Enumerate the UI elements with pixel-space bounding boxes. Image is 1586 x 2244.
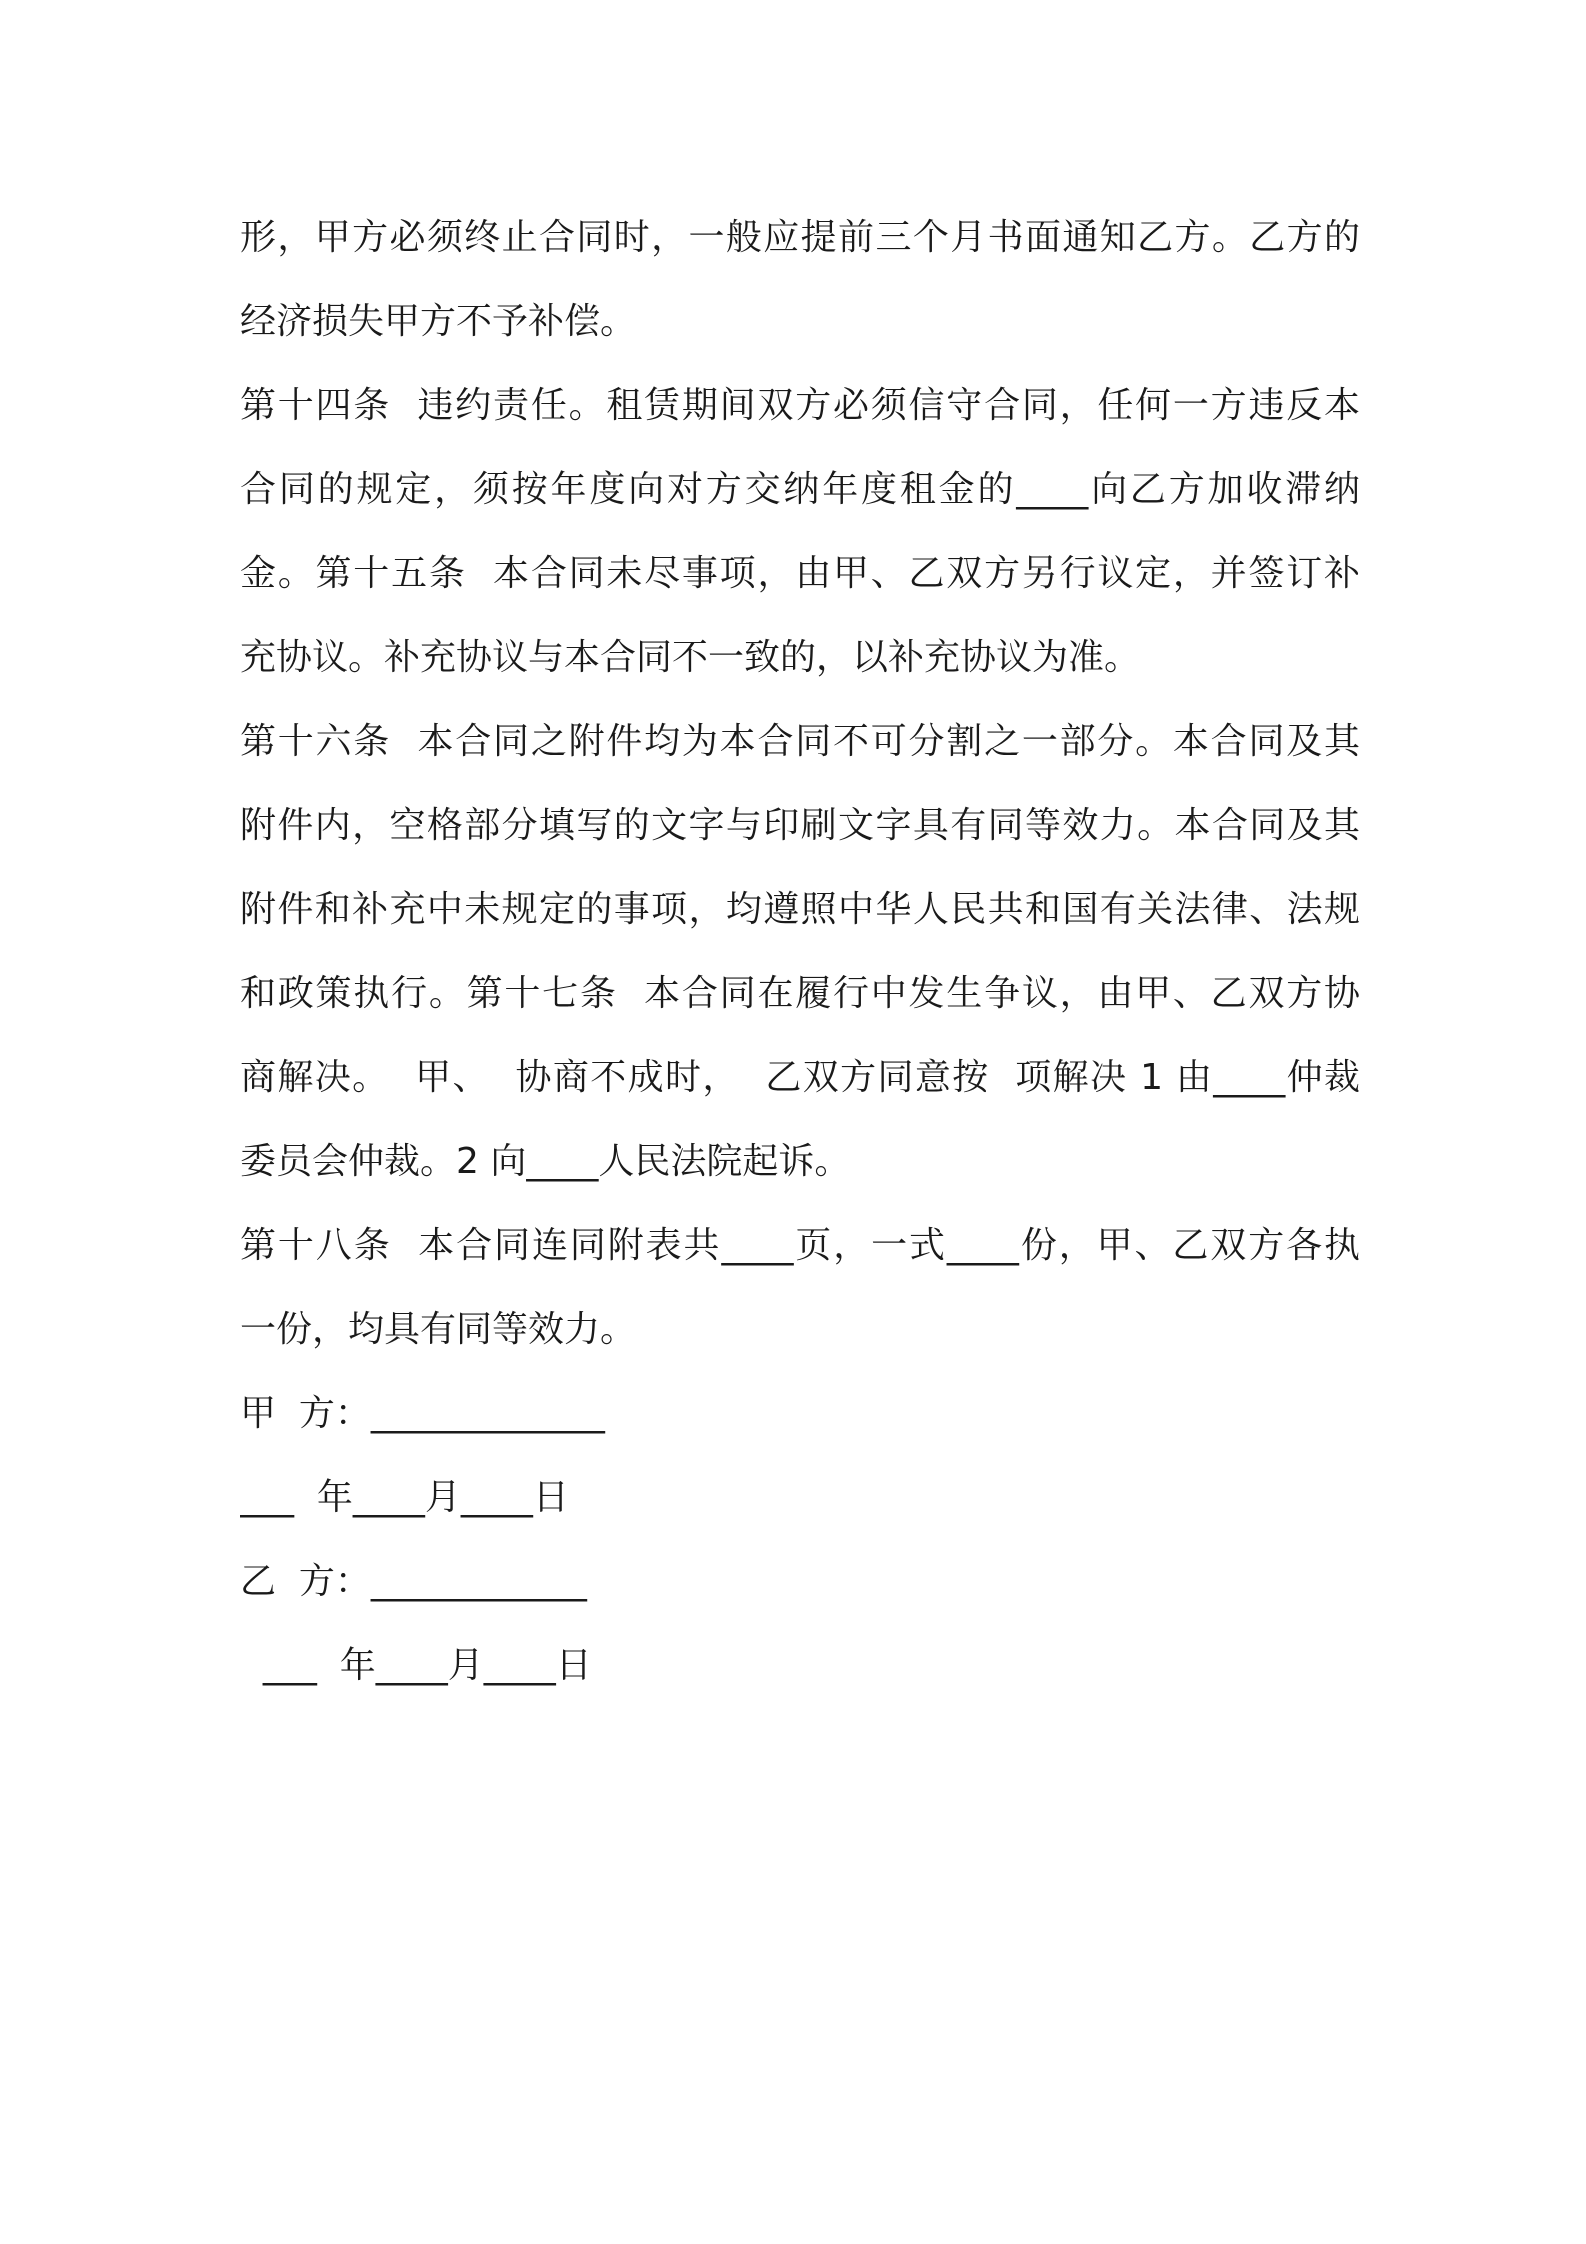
contract-text — [240, 196, 1360, 1708]
article-15-line: 金。第十五条 本合同未尽事项，由甲、乙双方另行议定，并签订补 — [240, 553, 1360, 594]
paragraph-line: 合同的规定，须按年度向对方交纳年度租金的____向乙方加收滞纳 — [240, 469, 1360, 510]
paragraph-line: 充协议。补充协议与本合同不一致的，以补充协议为准。 — [240, 637, 1141, 678]
article-17-line: 和政策执行。第十七条 本合同在履行中发生争议，由甲、乙双方协 — [240, 973, 1360, 1014]
article-16-line: 第十六条 本合同之附件均为本合同不可分割之一部分。本合同及其 — [240, 721, 1360, 762]
party-b-date-line: ___ 年____月____日 — [240, 1645, 592, 1686]
party-a-signature-line: 甲 方：_____________ — [240, 1393, 605, 1434]
paragraph-line: 形，甲方必须终止合同时，一般应提前三个月书面通知乙方。乙方的 — [240, 217, 1360, 258]
article-14-line: 第十四条 违约责任。租赁期间双方必须信守合同，任何一方违反本 — [240, 385, 1360, 426]
paragraph-line: 一份，均具有同等效力。 — [240, 1309, 637, 1350]
paragraph-line: 委员会仲裁。2 向____人民法院起诉。 — [240, 1141, 851, 1182]
article-18-line: 第十八条 本合同连同附表共____页，一式____份，甲、乙双方各执 — [240, 1225, 1360, 1266]
paragraph-line: 附件和补充中未规定的事项，均遵照中华人民共和国有关法律、法规 — [240, 889, 1360, 930]
paragraph-line: 经济损失甲方不予补偿。 — [240, 301, 637, 342]
party-b-signature-line: 乙 方：____________ — [240, 1561, 587, 1602]
paragraph-line: 商解决。 甲、 协商不成时， 乙双方同意按 项解决 1 由____仲裁 — [240, 1057, 1360, 1098]
paragraph-line: 附件内，空格部分填写的文字与印刷文字具有同等效力。本合同及其 — [240, 805, 1360, 846]
party-a-date-line: ___ 年____月____日 — [240, 1477, 569, 1518]
